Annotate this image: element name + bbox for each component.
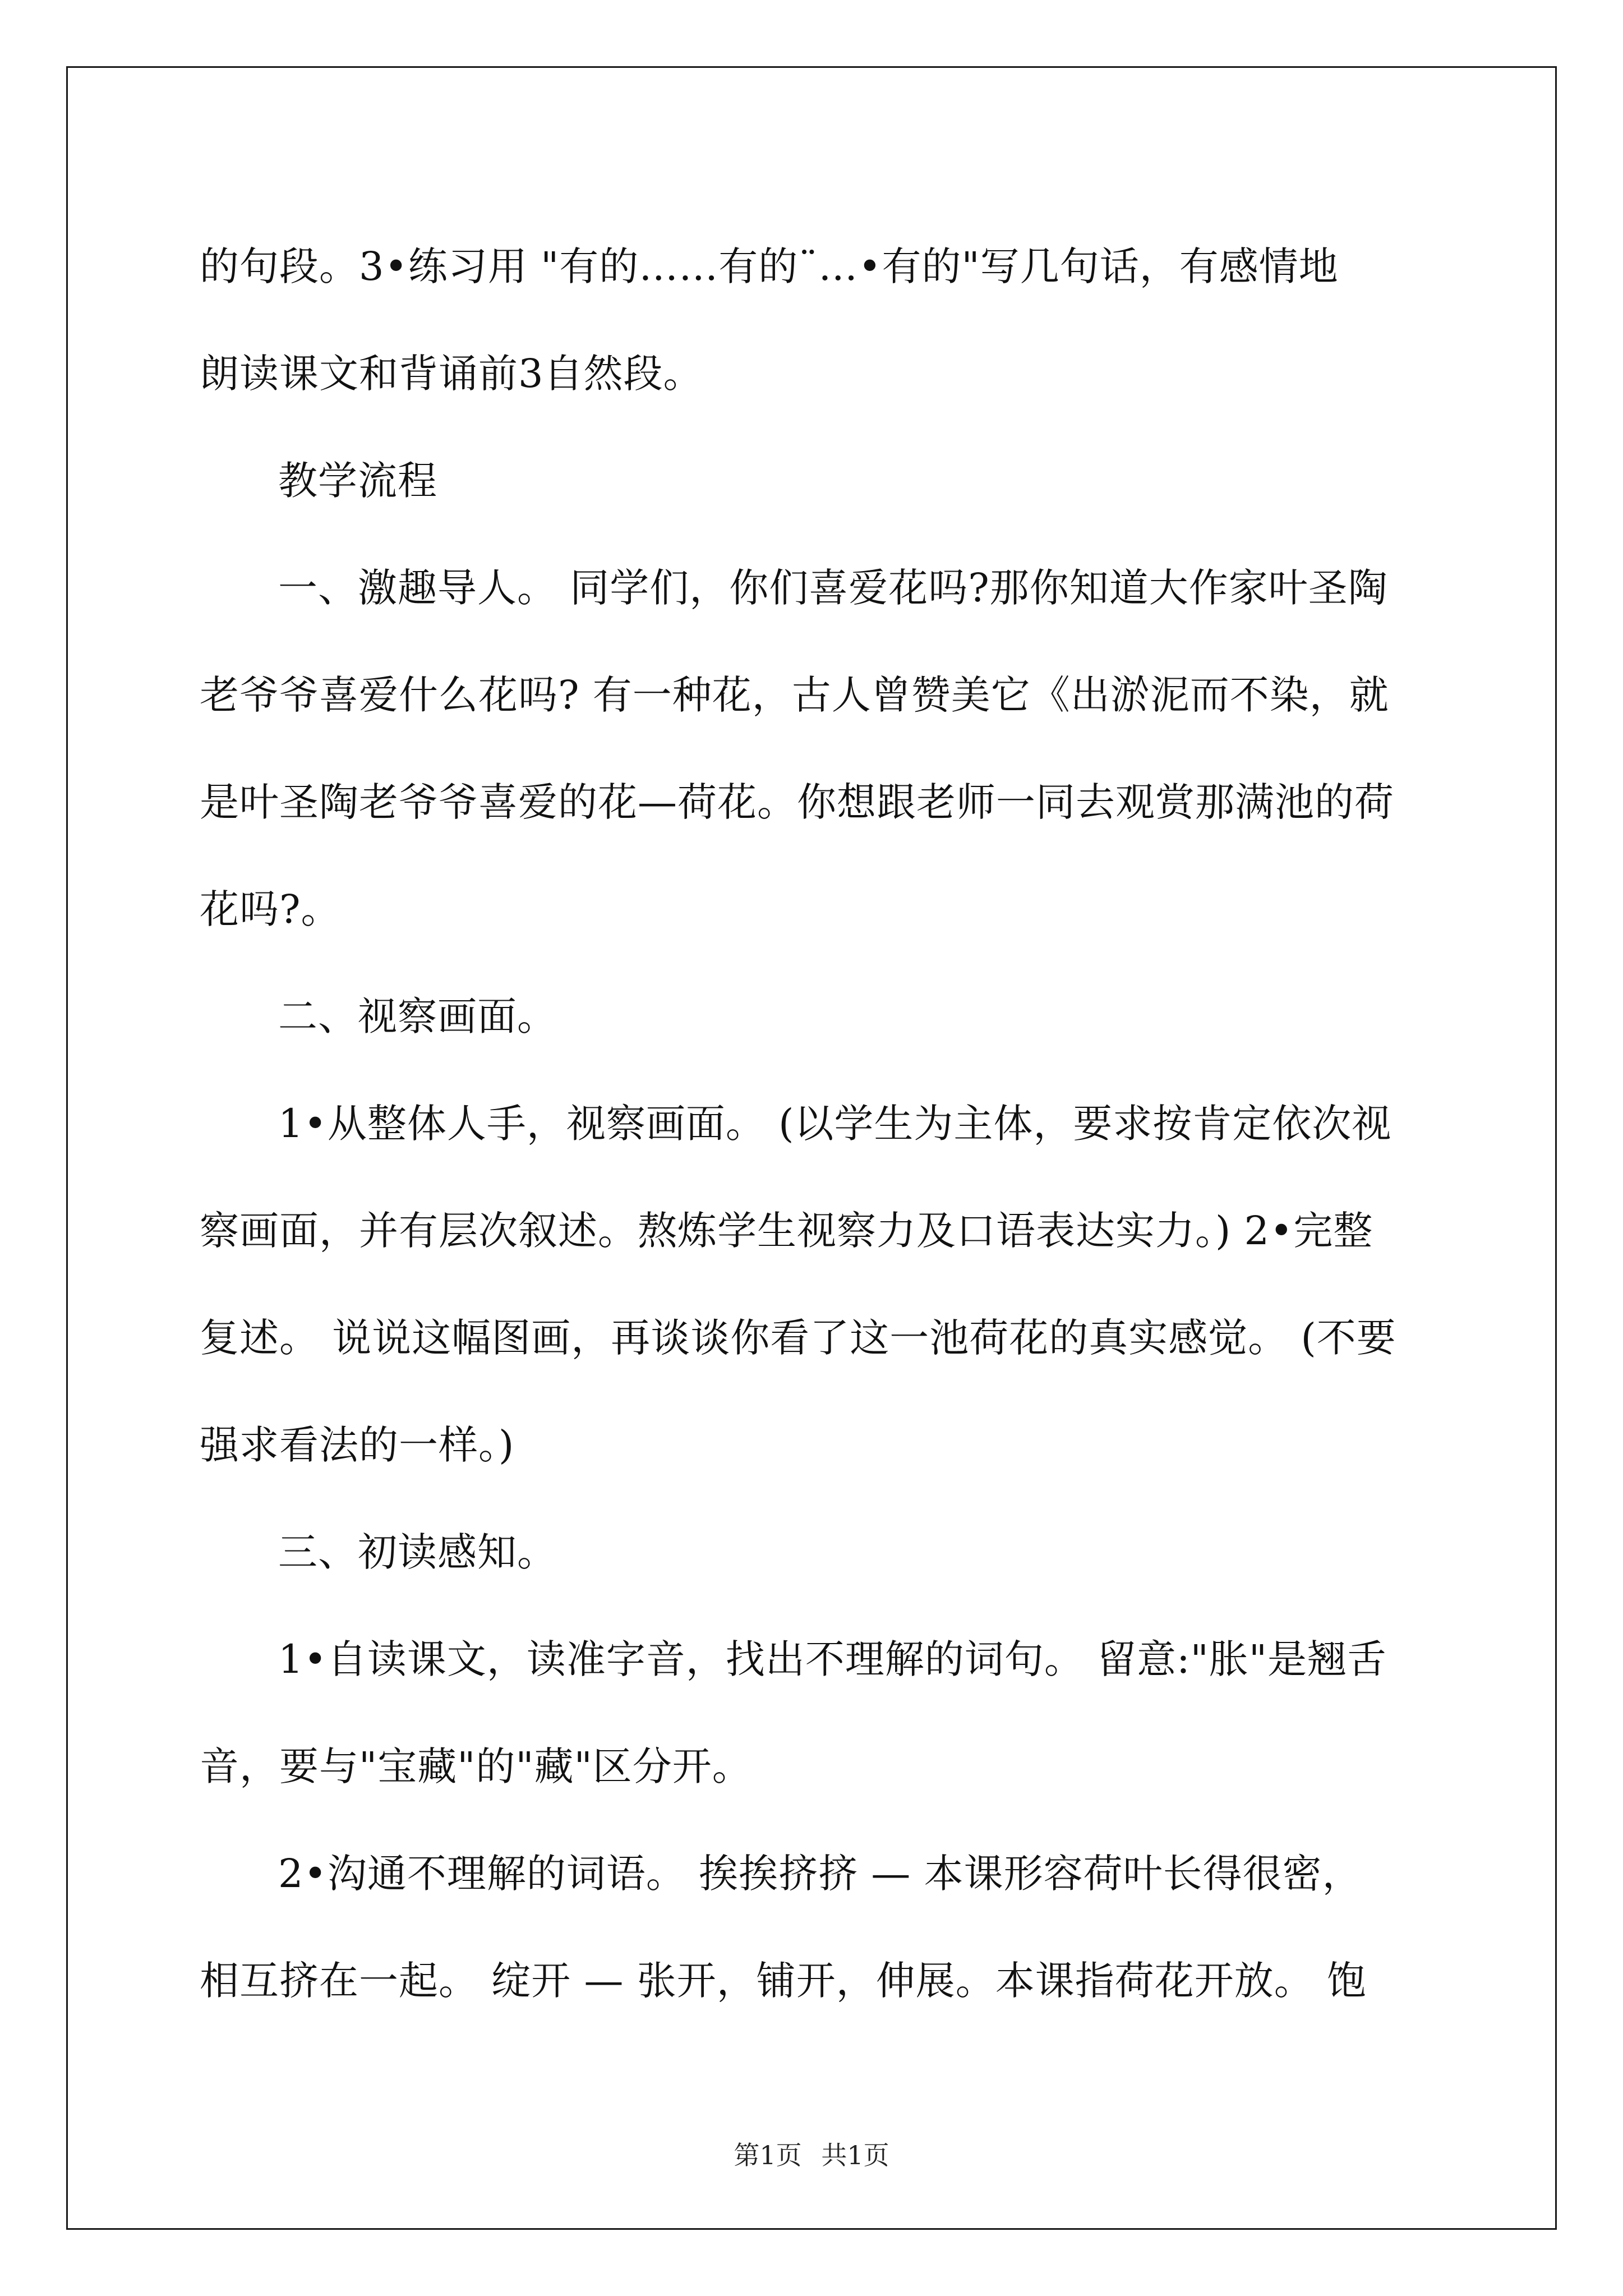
- page-number: 第1页: [734, 2140, 802, 2170]
- paragraph-start: 2•沟通不理解的词语。 挨挨挤挤 — 本课形容荷叶长得很密，: [278, 1851, 1362, 1897]
- text-line: 相互挤在一起。 绽开 — 张开，铺开，伸展。本课指荷花开放。 饱: [200, 1958, 1367, 2004]
- text-line: 朗读课文和背诵前3自然段。: [200, 351, 703, 397]
- section-heading: 三、初读感知。: [278, 1529, 557, 1575]
- text-line: 复述。 说说这幅图画，再谈谈你看了这一池荷花的真实感觉。 (不要: [200, 1315, 1396, 1361]
- page-footer: [0, 2135, 1623, 2172]
- text-line: 强求看法的一样。): [200, 1422, 515, 1468]
- page-total: 共1页: [821, 2140, 889, 2170]
- text-line: 音，要与"宝藏"的"藏"区分开。: [200, 1743, 752, 1789]
- text-line: 的句段。3•练习用 "有的……有的¨…•有的"写几句话，有感情地: [200, 243, 1339, 289]
- document-body: [200, 213, 1422, 2035]
- paragraph-start: 1•从整体人手，视察画面。 (以学生为主体，要求按肯定依次视: [278, 1101, 1392, 1147]
- paragraph-start: 1•自读课文，读准字音，找出不理解的词句。 留意:"胀"是翘舌: [278, 1636, 1387, 1682]
- section-heading: 教学流程: [278, 458, 437, 504]
- text-line: 是叶圣陶老爷爷喜爱的花—荷花。你想跟老师一同去观赏那满池的荷: [200, 779, 1394, 825]
- text-line: 察画面，并有层次叙述。熬炼学生视察力及口语表达实力。) 2•完整: [200, 1208, 1373, 1254]
- text-line: 花吗?。: [200, 886, 341, 932]
- text-line: 老爷爷喜爱什么花吗? 有一种花，古人曾赞美它《出淤泥而不染，就: [200, 672, 1389, 718]
- section-heading: 二、视察画面。: [278, 993, 557, 1039]
- paragraph-start: 一、激趣导人。 同学们，你们喜爱花吗?那你知道大作家叶圣陶: [278, 565, 1388, 611]
